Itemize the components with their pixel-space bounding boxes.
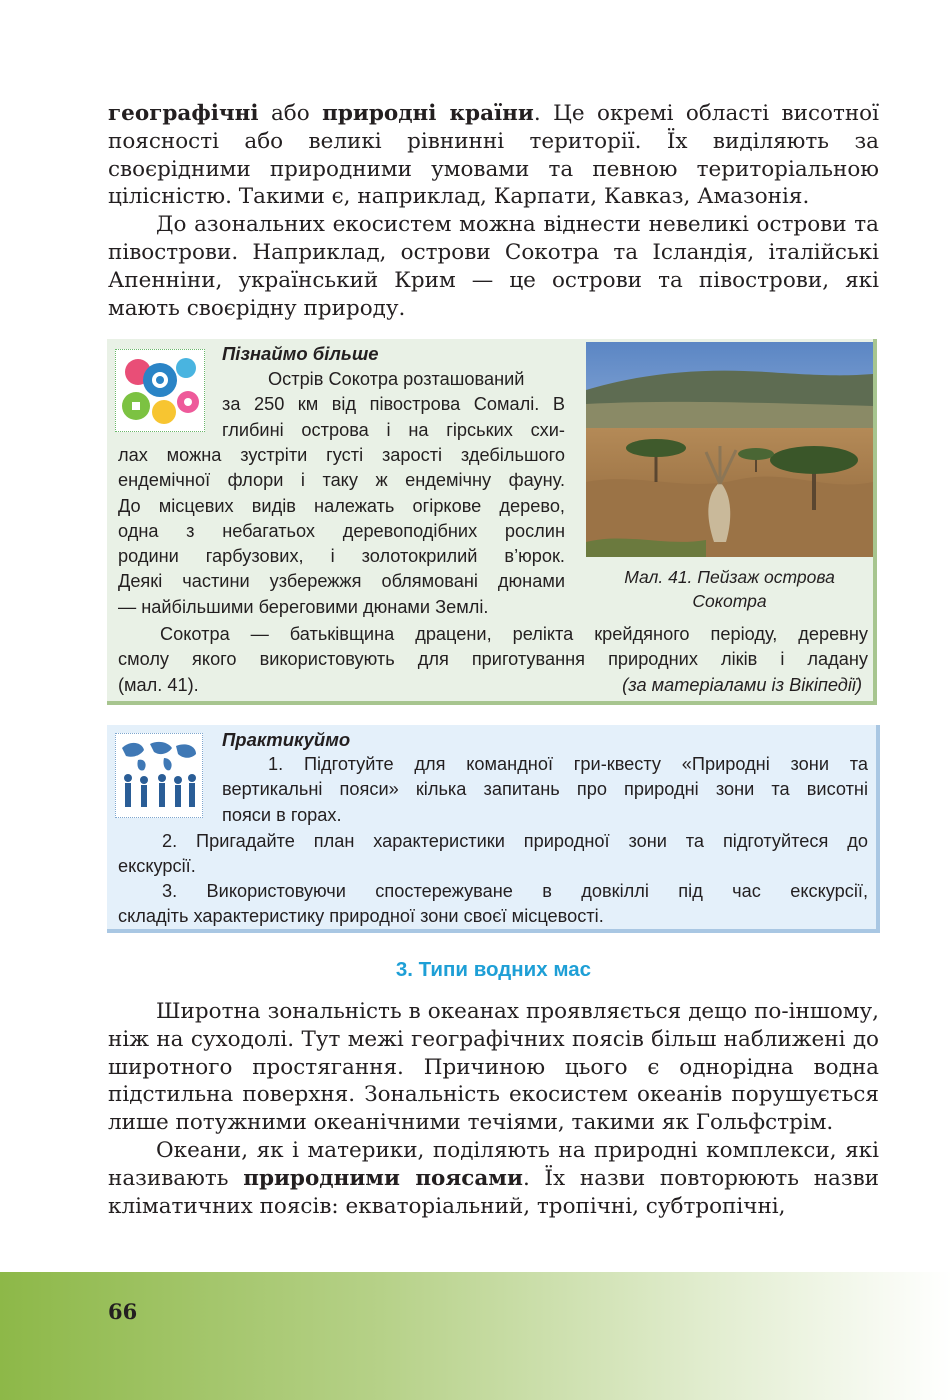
practice-item-2 — [118, 829, 868, 880]
section-text-fragment: Океани, як і материки, поділяють на природні комплекси, які називають — [108, 1137, 879, 1191]
socotra-landscape-photo — [586, 342, 873, 557]
learn-more-line: Острів Сокотра розташований — [268, 369, 525, 389]
section-heading: 3. Типи водних мас — [395, 958, 592, 981]
learn-more-line: лах можна зустріти густі зарості здебільшого — [118, 445, 565, 465]
learn-more-line: — найбільшими береговими дюнами Землі. — [118, 596, 489, 617]
photo-caption: Мал. 41. Пейзаж острова Сокотра — [624, 567, 835, 611]
section-text-fragment: . Їх назви повторюють назви кліматичних поясів: екваторіальний, тропічні, субтропічні, — [108, 1165, 880, 1219]
learn-more-last-line — [118, 673, 868, 698]
intro-paragraph-1 — [108, 100, 879, 211]
learn-more-line: глибині острова і на гірських схи- — [222, 419, 565, 440]
practice-line: 3. Використовуючи спостережуване в довкіллі під час екскурсії, — [162, 881, 868, 901]
intro-text — [108, 100, 879, 322]
intro-text-fragment: . Це окремі області висотної поясності або великі рівнинні території. Їх виділяють за своєрідними природними умовами та певною територіальною цілісністю. Такими є, наприклад, Карпати, Кавказ, Амазонія. — [108, 101, 879, 210]
practice-line: 2. Пригадайте план характеристики природної зони та підготуйтеся до — [162, 831, 868, 851]
practice-item-1 — [222, 752, 868, 828]
learn-more-title: Пізнаймо більше — [222, 343, 379, 364]
practice-line: вертикальні пояси» кілька запитань про природні зони та висотні — [222, 779, 868, 800]
learn-more-line: родини гарбузових, і золотокрилий в’юрок. — [118, 546, 565, 567]
practice-item-3 — [118, 879, 868, 930]
term-natural-countries: природні країни — [322, 101, 534, 126]
learn-more-lines-wide — [118, 443, 565, 620]
intro-text-fragment: або — [258, 101, 323, 126]
learn-more-paragraph-2 — [118, 622, 868, 698]
footer-band — [0, 1272, 952, 1400]
social-media-icon — [115, 349, 205, 432]
learn-more-line: смолу якого використовують для приготування природних ліків і ладану — [118, 649, 868, 670]
term-natural-belts: природними поясами — [243, 1165, 523, 1191]
practice-title: Практикуймо — [222, 729, 351, 750]
section-text — [108, 998, 879, 1220]
section-paragraph-1: Широтна зональність в океанах проявляється дещо по-іншому, ніж на суходолі. Тут межі географічних поясів більш наближені до широтного простягання. Причиною цього є однорідна водна підстильна поверхня. Зональність екосистем океанів порушується лише потужними океанічними течіями, такими як Гольфстрім. — [108, 999, 879, 1136]
learn-more-line: Сокотра — батьківщина драцени, релікта крейдяного періоду, деревну — [160, 624, 868, 644]
learn-more-line: Деякі частини узбережжя облямовані дюнами — [118, 571, 565, 592]
practice-line: складіть характеристику природної зони своєї місцевості. — [118, 906, 604, 927]
intro-paragraph-2: До азональних екосистем можна віднести невеликі острови та півострови. Наприклад, острови Сокотра та Ісландія, італійські Апенніни, український Крим — це острови та півострови, які мають своєрідну природу. — [108, 212, 879, 321]
page-number: 66 — [108, 1299, 138, 1324]
learn-more-line: (мал. 41). — [118, 674, 199, 695]
world-map-people-icon — [115, 733, 203, 818]
practice-line: 1. Підготуйте для командної гри-квесту «Природні зони та — [268, 754, 868, 774]
learn-more-line: за 250 км від півострова Сомалі. В — [222, 394, 565, 415]
learn-more-line: ендемічної флори і таку ж ендемічну фауну. — [118, 470, 565, 491]
learn-more-line: одна з небагатьох деревоподібних рослин — [118, 520, 565, 541]
term-geographic: географічні — [108, 101, 259, 126]
practice-line: пояси в горах. — [222, 804, 342, 825]
learn-more-lines-narrow — [222, 367, 565, 443]
learn-more-line: До місцевих видів належать огіркове дерево, — [118, 495, 565, 516]
source-note: (за матеріалами із Вікіпедії) — [622, 674, 862, 695]
practice-line: екскурсії. — [118, 856, 196, 877]
section-paragraph-2 — [108, 1137, 879, 1220]
